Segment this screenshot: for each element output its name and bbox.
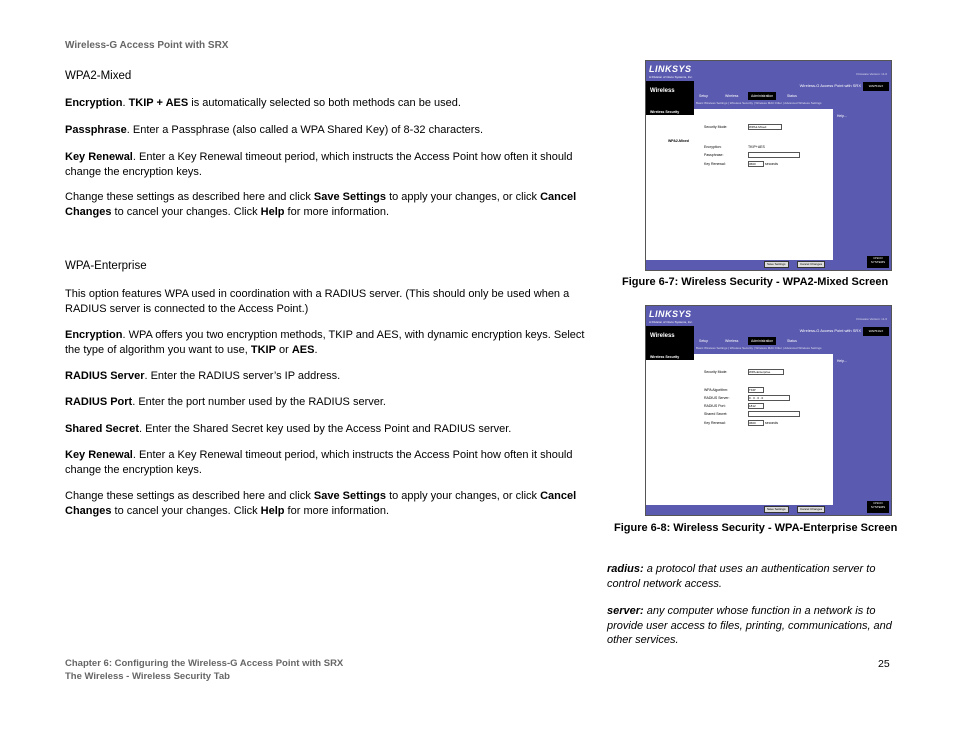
glossary-radius: radius: a protocol that uses an authentication server to control network access. <box>607 563 876 590</box>
security-mode-label: Security Mode: <box>704 125 728 129</box>
running-header: Wireless-G Access Point with SRX <box>65 40 229 51</box>
footer-chapter: Chapter 6: Configuring the Wireless-G Access Point with SRX <box>65 658 344 669</box>
wpa2-encryption-paragraph: Encryption. TKIP + AES is automatically selected so both methods can be used. <box>65 97 461 109</box>
key-renewal-label: Key Renewal: <box>704 421 726 425</box>
radius-port-input[interactable]: 1812 <box>748 403 764 409</box>
seconds-label: seconds <box>765 162 779 166</box>
footer-section: The Wireless - Wireless Security Tab <box>65 671 230 682</box>
product-name: Wireless-G Access Point with SRX <box>799 328 861 333</box>
cisco-logo: CISCO SYSTEMS <box>867 501 889 513</box>
section-block <box>646 81 694 109</box>
tab-status[interactable]: Status <box>787 94 797 98</box>
radius-server-label: RADIUS Server: <box>704 396 730 400</box>
model-badge: WAP54GX <box>863 327 889 336</box>
wpa2-passphrase-paragraph: Passphrase. Enter a Passphrase (also called a WPA Shared Key) of 8-32 characters. <box>65 124 484 136</box>
cisco-logo: CISCO SYSTEMS <box>867 256 889 268</box>
firmware-version: Firmware Version: v1.0 <box>856 72 887 76</box>
shared-secret-label: Shared Secret: <box>704 412 728 416</box>
encryption-value: TKIP+AES <box>748 145 765 149</box>
figure-6-7-caption: Figure 6-7: Wireless Security - WPA2-Mixed Screen <box>622 276 889 288</box>
wpa-algorithm-select[interactable]: TKIP <box>748 387 764 393</box>
logo-subtitle: A Division of Cisco Systems, Inc. <box>649 75 693 79</box>
section-block <box>646 326 694 354</box>
seconds-label: seconds <box>765 421 779 425</box>
wpa-ent-key-renewal-paragraph: Key Renewal. Enter a Key Renewal timeout period, which instructs the Access Point how often it should change the encryption keys. <box>65 449 573 476</box>
save-settings-button[interactable]: Save Settings <box>764 261 789 268</box>
shared-secret-input[interactable] <box>748 411 800 417</box>
tab-wireless[interactable]: Wireless <box>725 94 739 98</box>
radius-server-input[interactable]: 0 . 0 . 0 . 0 <box>748 395 790 401</box>
side-mode-label: WPA2-Mixed <box>668 139 689 143</box>
wpa-ent-encryption-paragraph: Encryption. WPA offers you two encryption methods, TKIP and AES, with dynamic encryption keys. Select the type of algorithm you want to use, TKIP or AES. <box>65 329 585 356</box>
figure-wpa2-mixed-screenshot <box>645 60 892 271</box>
page-footer <box>65 657 343 683</box>
tab-administration[interactable]: Administration <box>748 92 776 100</box>
wpa-algorithm-label: WPA Algorithm: <box>704 388 729 392</box>
tab-setup[interactable]: Setup <box>699 94 709 98</box>
help-panel <box>833 109 891 260</box>
linksys-logo: LINKSYS <box>649 64 692 74</box>
figure-wpa-enterprise-screenshot <box>645 305 892 516</box>
tab-administration[interactable]: Administration <box>748 337 776 345</box>
help-link[interactable]: Help... <box>836 114 847 118</box>
tab-bar <box>696 92 891 100</box>
security-mode-select[interactable]: WPA-Enterprise <box>748 369 784 375</box>
subtab-bar[interactable]: Basic Wireless Settings | Wireless Security | Wireless MAC Filter | Advanced Wireless Settings <box>696 346 822 350</box>
passphrase-input[interactable] <box>748 152 800 158</box>
wpa2-change-settings-paragraph: Change these settings as described here and click Save Settings to apply your changes, or click Cancel Changes to cancel your changes. Click Help for more information. <box>65 191 577 218</box>
section-label: Wireless <box>650 333 675 339</box>
encryption-label: Encryption: <box>704 145 722 149</box>
logo-subtitle: A Division of Cisco Systems, Inc. <box>649 320 693 324</box>
product-name: Wireless-G Access Point with SRX <box>799 83 861 88</box>
side-title: Wireless Security <box>650 355 680 359</box>
tab-status[interactable]: Status <box>787 339 797 343</box>
side-title: Wireless Security <box>650 110 680 114</box>
linksys-logo: LINKSYS <box>649 309 692 319</box>
tab-wireless[interactable]: Wireless <box>725 339 739 343</box>
page-number: 25 <box>878 658 890 670</box>
wpa-ent-radius-port-paragraph: RADIUS Port. Enter the port number used by the RADIUS server. <box>65 396 386 408</box>
security-mode-select[interactable]: WPA2-Mixed <box>748 124 782 130</box>
help-link[interactable]: Help... <box>836 359 847 363</box>
section-label: Wireless <box>650 88 675 94</box>
firmware-version: Firmware Version: v1.0 <box>856 317 887 321</box>
save-settings-button[interactable]: Save Settings <box>764 506 789 513</box>
cancel-changes-button[interactable]: Cancel Changes <box>797 506 825 513</box>
security-mode-label: Security Mode: <box>704 370 728 374</box>
key-renewal-input[interactable]: 3600 <box>748 420 764 426</box>
passphrase-label: Passphrase: <box>704 153 724 157</box>
subtab-bar[interactable]: Basic Wireless Settings | Wireless Security | Wireless MAC Filter | Advanced Wireless Settings <box>696 101 822 105</box>
wpa-ent-intro-paragraph: This option features WPA used in coordination with a RADIUS server. (This should only be used when a RADIUS server is connected to the Access Point.) <box>65 288 570 315</box>
glossary-server: server: any computer whose function in a network is to provide user access to files, printing, communications, and other services. <box>607 605 892 646</box>
help-panel <box>833 354 891 505</box>
figure-6-8-caption: Figure 6-8: Wireless Security - WPA-Enterprise Screen <box>614 522 898 534</box>
tab-bar <box>696 337 891 345</box>
wpa-ent-change-settings-paragraph: Change these settings as described here and click Save Settings to apply your changes, or click Cancel Changes to cancel your changes. Click Help for more information. <box>65 490 577 517</box>
wpa-ent-radius-server-paragraph: RADIUS Server. Enter the RADIUS server’s IP address. <box>65 370 341 382</box>
section-title-wpa2-mixed: WPA2-Mixed <box>65 70 132 82</box>
model-badge: WAP54GX <box>863 82 889 91</box>
radius-port-label: RADIUS Port: <box>704 404 726 408</box>
cancel-changes-button[interactable]: Cancel Changes <box>797 261 825 268</box>
tab-setup[interactable]: Setup <box>699 339 709 343</box>
key-renewal-input[interactable]: 3600 <box>748 161 764 167</box>
key-renewal-label: Key Renewal: <box>704 162 726 166</box>
wpa-ent-shared-secret-paragraph: Shared Secret. Enter the Shared Secret key used by the Access Point and RADIUS server. <box>65 423 512 435</box>
section-title-wpa-enterprise: WPA-Enterprise <box>65 260 147 272</box>
wpa2-key-renewal-paragraph: Key Renewal. Enter a Key Renewal timeout period, which instructs the Access Point how often it should change the encryption keys. <box>65 151 573 178</box>
